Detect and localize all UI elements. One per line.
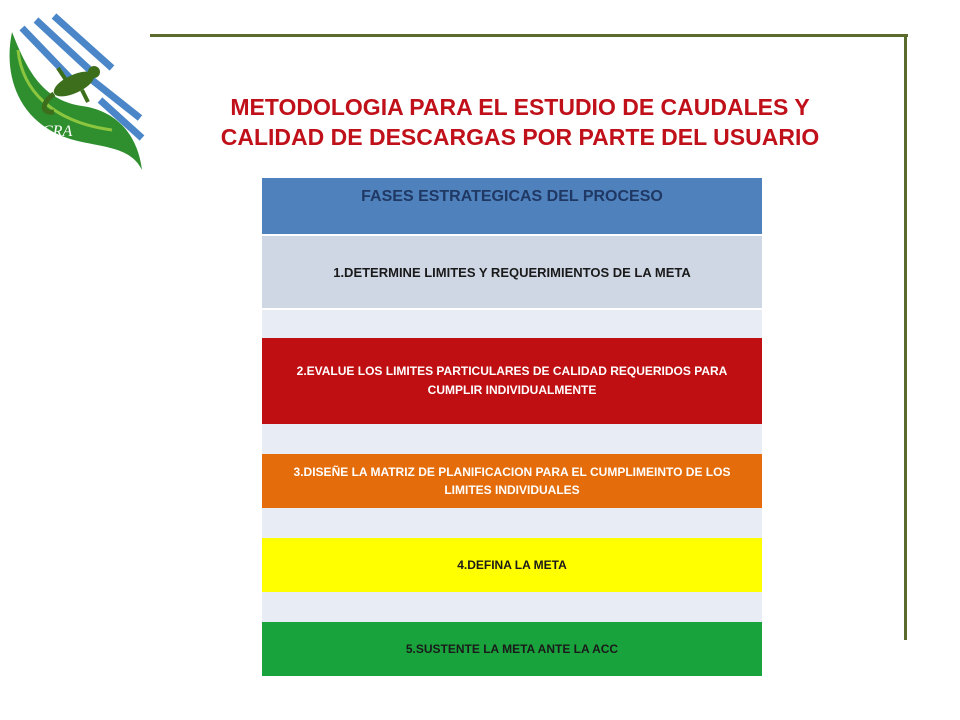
- table-header: FASES ESTRATEGICAS DEL PROCESO: [262, 178, 762, 234]
- lizard-leaf-logo-icon: [2, 10, 152, 170]
- page-title: [160, 92, 880, 152]
- phase-3: 3.DISEÑE LA MATRIZ DE PLANIFICACION PARA EL CUMPLIMEINTO DE LOS LIMITES INDIVIDUALES: [262, 454, 762, 508]
- title-line-1: METODOLOGIA PARA EL ESTUDIO DE CAUDALES Y: [230, 94, 810, 120]
- spacer-row: [262, 308, 762, 338]
- spacer-row: [262, 508, 762, 538]
- title-line-2: CALIDAD DE DESCARGAS POR PARTE DEL USUARIO: [220, 124, 820, 150]
- frame-top-line: [150, 34, 908, 37]
- frame-right-line: [904, 34, 907, 640]
- phase-5: 5.SUSTENTE LA META ANTE LA ACC: [262, 622, 762, 676]
- spacer-row: [262, 592, 762, 622]
- phase-4: 4.DEFINA LA META: [262, 538, 762, 592]
- phases-table: [262, 178, 762, 676]
- spacer-row: [262, 424, 762, 454]
- logo-text: CRA: [42, 123, 73, 140]
- phase-1: 1.DETERMINE LIMITES Y REQUERIMIENTOS DE LA META: [262, 234, 762, 308]
- phase-2: 2.EVALUE LOS LIMITES PARTICULARES DE CALIDAD REQUERIDOS PARA CUMPLIR INDIVIDUALMENTE: [262, 338, 762, 424]
- cra-logo: [2, 10, 152, 170]
